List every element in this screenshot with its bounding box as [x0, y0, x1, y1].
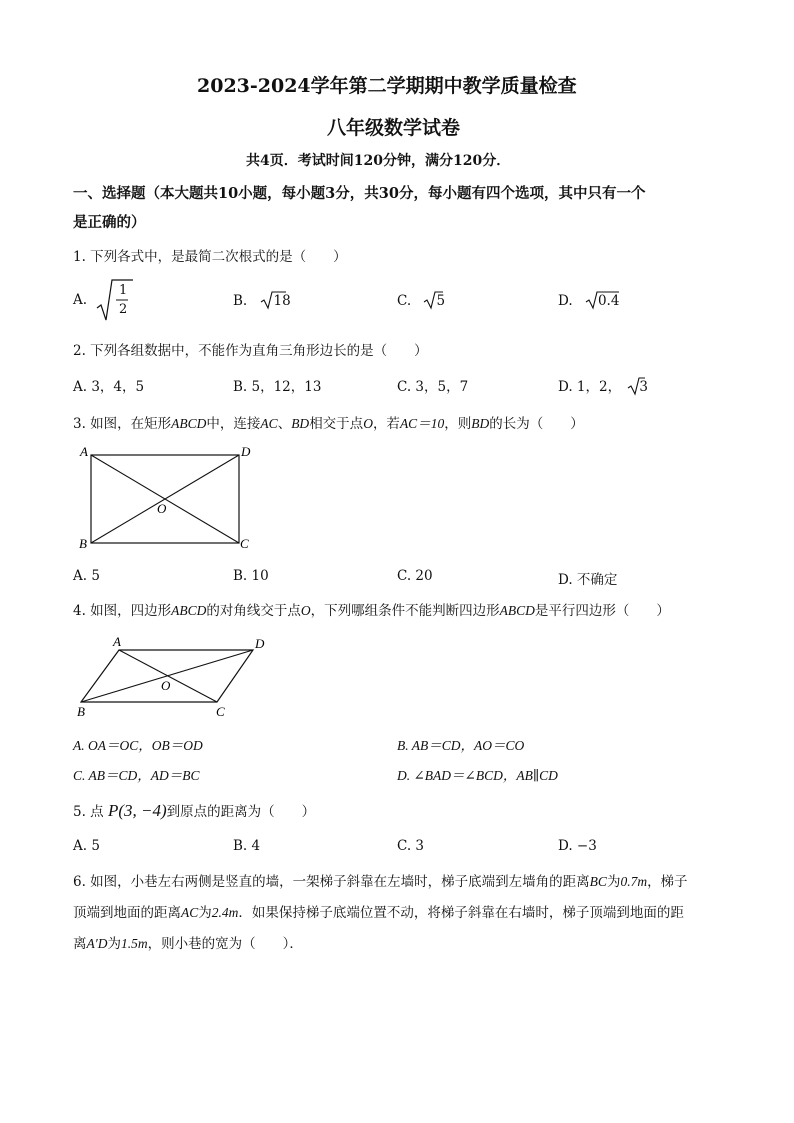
- q5-stem-text: 5. 点: [73, 804, 104, 820]
- q4-option-b[interactable]: B. AB＝CD，AO＝CO: [397, 738, 525, 753]
- q3-stem-text: ，则: [444, 416, 472, 432]
- q1-option-a-denominator: 2: [119, 302, 128, 317]
- section-heading-cont: 是正确的）: [73, 214, 146, 231]
- q3-option-b[interactable]: B. 10: [233, 568, 269, 584]
- q6-ac: AC: [181, 905, 199, 920]
- q4-option-d[interactable]: D. ∠BAD＝∠BCD，AB∥CD: [397, 768, 558, 783]
- question-1-stem: 1. 下列各式中，是最简二次根式的是（ ）: [73, 249, 347, 265]
- question-6-line-3: [73, 932, 303, 952]
- q6-text: 为: [606, 874, 621, 890]
- q2-option-d[interactable]: [558, 375, 648, 396]
- q6-text: 为: [107, 936, 121, 952]
- q1-option-d-label: D.: [558, 293, 573, 309]
- question-2-stem: 2. 下列各组数据中，不能作为直角三角形边长的是（ ）: [73, 343, 428, 359]
- exam-title: 2023-2024学年第二学期期中教学质量检查: [197, 75, 577, 97]
- q3-option-c[interactable]: C. 20: [397, 568, 433, 584]
- q6-text: ，梯子: [647, 874, 688, 890]
- q3-stem-text: 相交于点: [309, 416, 364, 432]
- q3-option-d[interactable]: D. 不确定: [558, 572, 618, 588]
- q4-label-d: D: [255, 636, 265, 651]
- q1-option-b-radicand: 18: [273, 293, 291, 309]
- q5-option-d[interactable]: D. −3: [558, 838, 597, 854]
- q1-option-a-numerator: 1: [119, 283, 128, 298]
- q3-equation: AC＝10: [399, 416, 445, 431]
- q2-option-d-label: D. 1，2，: [558, 379, 622, 395]
- exam-info: 共4页．考试时间120分钟，满分120分．: [246, 153, 511, 169]
- q3-label-c: C: [240, 536, 249, 551]
- q1-option-a-label: A.: [73, 292, 88, 308]
- q4-o: O: [300, 603, 311, 618]
- q1-option-c[interactable]: [397, 290, 445, 310]
- q3-rectangle-figure: [75, 442, 265, 557]
- q3-label-a: A: [80, 444, 88, 459]
- q5-option-a[interactable]: A. 5: [73, 838, 100, 854]
- q6-text: 顶端到地面的距离: [73, 905, 181, 921]
- q4-quad-name-2: ABCD: [499, 603, 535, 618]
- q3-stem-text: 中，连接: [206, 416, 261, 432]
- q6-value-2: 2.4m: [211, 905, 239, 920]
- q4-stem-text: 是平行四边形（ ）: [534, 603, 670, 619]
- q3-bd2: BD: [471, 416, 490, 431]
- q6-ad: A′D: [86, 936, 108, 951]
- q4-option-a[interactable]: A. OA＝OC，OB＝OD: [73, 738, 203, 753]
- q5-point: P(3, −4): [107, 801, 167, 820]
- q6-bc: BC: [589, 874, 607, 889]
- section-heading: 一、选择题（本大题共10小题，每小题3分，共30分，每小题有四个选项，其中只有一个: [73, 185, 646, 202]
- q4-label-a: A: [113, 634, 121, 649]
- q1-option-d-radicand: 0.4: [597, 293, 620, 309]
- q3-stem-text: 、: [277, 416, 292, 432]
- q6-text: 离: [73, 936, 87, 952]
- q6-value-1: 0.7m: [620, 874, 648, 889]
- question-4-stem: [73, 599, 670, 619]
- q6-text: 为: [198, 905, 212, 921]
- q2-option-b[interactable]: B. 5，12，13: [233, 379, 322, 395]
- q6-text: 6. 如图，小巷左右两侧是竖直的墙，一架梯子斜靠在左墙时，梯子底端到左墙角的距离: [73, 874, 590, 890]
- q3-ac: AC: [260, 416, 278, 431]
- q3-rect-name: ABCD: [171, 416, 207, 431]
- question-3-stem: [73, 412, 584, 432]
- sqrt-fraction-icon: [95, 278, 135, 324]
- q1-option-b[interactable]: [233, 290, 291, 310]
- q3-label-d: D: [241, 444, 251, 459]
- q1-option-d[interactable]: [558, 290, 619, 310]
- exam-subtitle: 八年级数学试卷: [327, 117, 461, 139]
- q4-stem-text: ，下列哪组条件不能判断四边形: [310, 603, 500, 619]
- q1-option-c-radicand: 5: [436, 293, 446, 309]
- q1-option-a[interactable]: [73, 278, 193, 326]
- q3-stem-text: 的长为（ ）: [489, 416, 584, 432]
- question-6-line-1: [73, 870, 688, 890]
- question-5-stem: [73, 800, 315, 821]
- q4-label-b: B: [77, 704, 85, 719]
- q2-option-a[interactable]: A. 3，4，5: [73, 379, 145, 395]
- q5-stem-text: 到原点的距离为（ ）: [166, 804, 316, 820]
- q4-label-o: O: [161, 678, 171, 693]
- q4-quad-name: ABCD: [171, 603, 207, 618]
- q4-stem-text: 4. 如图，四边形: [73, 603, 172, 619]
- q2-option-d-radicand: 3: [639, 379, 648, 395]
- q3-label-b: B: [79, 536, 87, 551]
- q4-stem-text: 的对角线交于点: [206, 603, 301, 619]
- question-6-line-2: [73, 901, 684, 921]
- q2-option-c[interactable]: C. 3，5，7: [397, 379, 469, 395]
- q6-text: ．如果保持梯子底端位置不动，将梯子斜靠在右墙时，梯子顶端到地面的距: [238, 905, 684, 921]
- q3-stem-text: ，若: [372, 416, 400, 432]
- q4-label-c: C: [216, 704, 225, 719]
- q6-value-3: 1.5m: [120, 936, 148, 951]
- q4-option-c[interactable]: C. AB＝CD，AD＝BC: [73, 768, 200, 783]
- q3-label-o: O: [157, 501, 167, 516]
- q5-option-b[interactable]: B. 4: [233, 838, 261, 854]
- q5-option-c[interactable]: C. 3: [397, 838, 425, 854]
- q3-stem-text: 3. 如图，在矩形: [73, 416, 172, 432]
- q4-parallelogram-figure: [73, 632, 273, 722]
- q1-option-b-label: B.: [233, 293, 248, 309]
- q3-o: O: [363, 416, 373, 431]
- q6-text: ，则小巷的宽为（ ）．: [147, 936, 303, 952]
- q1-option-c-label: C.: [397, 293, 412, 309]
- q3-option-a[interactable]: A. 5: [73, 568, 100, 584]
- q3-bd: BD: [291, 416, 310, 431]
